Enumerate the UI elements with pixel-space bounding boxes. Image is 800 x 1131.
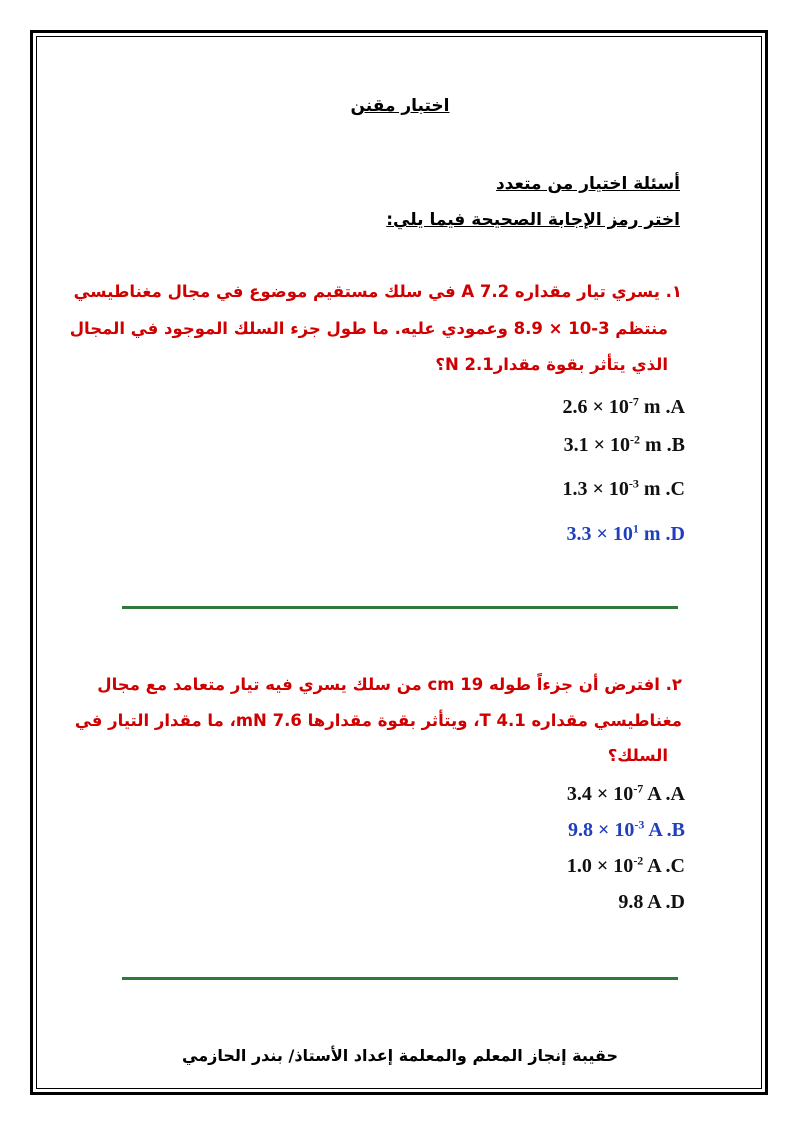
question-2-option-d: 9.8 A .D bbox=[618, 891, 685, 913]
page-title: اختبار مقنن bbox=[350, 96, 450, 116]
instruction-text: اختر رمز الإجابة الصحيحة فيما يلي: bbox=[386, 210, 680, 230]
question-1-line-1: ١. يسري تيار مقداره A 7.2 في سلك مستقيم موضوع في مجال مغناطيسي bbox=[73, 282, 682, 301]
question-1-option-d: $3.3 \times 10^1$ m .D bbox=[566, 521, 685, 545]
question-1-line-3: الذي يتأثر بقوة مقدارN 2.1؟ bbox=[435, 355, 668, 374]
question-2-option-a: $3.4 \times 10^{-7}$ A .A bbox=[566, 781, 685, 805]
separator-line-1 bbox=[122, 606, 678, 609]
question-1-option-c: $1.3 \times 10^{-3}$ m .C bbox=[562, 476, 685, 500]
question-2-line-3: السلك؟ bbox=[607, 746, 668, 765]
section-heading: أسئلة اختيار من متعدد bbox=[495, 174, 680, 194]
question-1-line-2: منتظم 3-10 × 8.9 وعمودي عليه. ما طول جزء السلك الموجود في المجال bbox=[69, 319, 668, 338]
question-2-line-1: ٢. افترض أن جزءاً طوله 19 cm من سلك يسري فيه تيار متعامد مع مجال bbox=[97, 675, 682, 694]
separator-line-2 bbox=[122, 977, 678, 980]
question-2-option-b: $9.8 \times 10^{-3}$ A .B bbox=[568, 817, 685, 841]
question-1-option-b: $3.1 \times 10^{-2}$ m .B bbox=[563, 432, 685, 456]
footer-credit: حقيبة إنجاز المعلم والمعلمة إعداد الأستاذ/ بندر الحازمي bbox=[182, 1046, 618, 1065]
question-2-option-c: $1.0 \times 10^{-2}$ A .C bbox=[566, 853, 685, 877]
question-1-option-a: $2.6 \times 10^{-7}$ m .A bbox=[562, 394, 685, 418]
question-2-line-2: مغناطيسي مقداره 4.1 T، ويتأثر بقوة مقدارها 7.6 mN، ما مقدار التيار في bbox=[74, 711, 682, 730]
